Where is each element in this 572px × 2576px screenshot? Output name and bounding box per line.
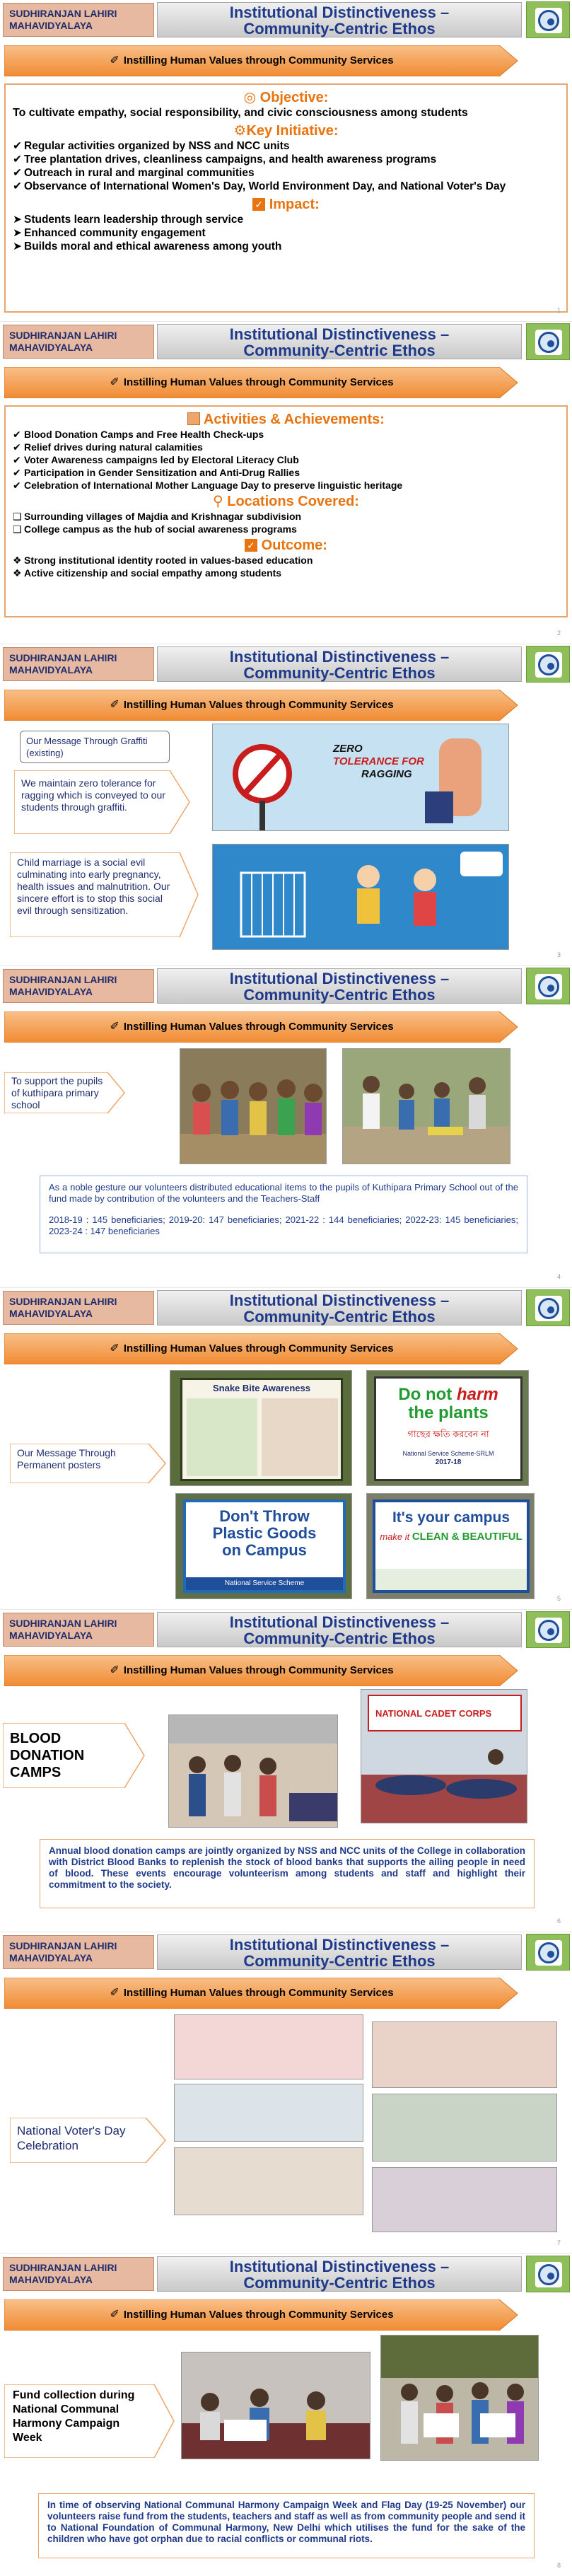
square-icon [187, 412, 200, 425]
leaf-icon: ✐ [110, 1342, 119, 1354]
callout-voters-day: National Voter's Day Celebration [10, 2118, 167, 2163]
page-number: 4 [556, 1273, 561, 1280]
poster-title: Snake Bite Awareness [212, 1383, 311, 1393]
do-not-harm-poster: Do not harm the plants গাছের ক্ষতি করবেন না National Service Scheme-SRLM 2017-18 [366, 1370, 529, 1486]
slide-header [0, 1932, 572, 1972]
leaf-icon: ✐ [110, 1986, 119, 1999]
slide-6 [0, 1610, 572, 1932]
graffiti-ragging-photo [212, 724, 509, 831]
key-initiative-heading: ⚙Key Initiative: [233, 123, 339, 139]
college-name: SUDHIRANJAN LAHIRI MAHAVIDYALAYA [3, 969, 154, 1003]
voters-day-photo-1 [174, 2014, 363, 2079]
section-banner [4, 1978, 519, 2009]
voters-day-photo-2 [372, 2021, 557, 2088]
voters-day-photo-3 [174, 2084, 363, 2142]
impact-list [13, 213, 559, 253]
pupils-photo-1 [180, 1048, 327, 1164]
content-box [4, 83, 568, 313]
key-initiative-list [13, 139, 559, 193]
section-banner [4, 2299, 519, 2331]
page-title: Institutional Distinctiveness – Community-Centric Ethos [157, 968, 522, 1004]
callout-child-marriage: Child marriage is a social evil culminating into early pregnancy, health issues and malnutrition. Our sincere effort is to stop this social evil through sensitization. [10, 852, 199, 937]
list-item: ✔ Observance of International Women's Day, World Environment Day, and National Voter's Day [13, 180, 506, 192]
banner-text: Instilling Human Values through Community Services [123, 1020, 394, 1033]
activities-list [13, 428, 559, 492]
objective-text: To cultivate empathy, social responsibility, and civic consciousness among students [13, 107, 468, 119]
college-logo-icon [526, 1611, 570, 1648]
impact-heading: ✓ Impact: [13, 196, 559, 213]
list-item: ✔ Celebration of International Mother Language Day to preserve linguistic heritage [13, 480, 403, 492]
college-logo-icon [526, 968, 570, 1004]
graffiti-text: ZERO TOLERANCE FOR RAGGING [333, 742, 424, 780]
list-item: ✔ Regular activities organized by NSS and NCC units [13, 140, 290, 152]
locations-heading: ⚲ Locations Covered: [213, 494, 359, 510]
slide-header [0, 1610, 572, 1649]
slide-7 [0, 1932, 572, 2254]
page-title: Institutional Distinctiveness – Community-Centric Ethos [157, 1934, 522, 1970]
section-banner [4, 367, 519, 398]
slide-header [0, 644, 572, 684]
college-name: SUDHIRANJAN LAHIRI MAHAVIDYALAYA [3, 3, 154, 37]
banner-text: Instilling Human Values through Community Services [123, 54, 394, 66]
callout-blood-donation: BLOOD DONATION CAMPS [3, 1723, 146, 1788]
banner-text: Instilling Human Values through Community Services [123, 1342, 394, 1354]
college-name: SUDHIRANJAN LAHIRI MAHAVIDYALAYA [3, 1935, 154, 1969]
list-item: ➤ Enhanced community engagement [13, 227, 206, 239]
leaf-icon: ✐ [110, 1664, 119, 1677]
slide-header [0, 966, 572, 1006]
list-item: ➤ Builds moral and ethical awareness among youth [13, 240, 282, 253]
list-item: ✔ Outreach in rural and marginal communities [13, 167, 255, 179]
gear-icon: ⚙ [233, 123, 247, 139]
graffiti-child-marriage-photo [212, 844, 509, 950]
plastic-goods-poster: Don't Throw Plastic Goods on Campus National Service Scheme [175, 1493, 352, 1599]
page-number: 1 [556, 307, 561, 315]
banner-text: Instilling Human Values through Community Services [123, 698, 394, 711]
communal-harmony-note: In time of observing National Communal Harmony Campaign Week and Flag Day (19-25 November) our volunteers raise fund from the students, teachers and staff as well as from community people and send it to National Foundation of Communal Harmony, New Delhi which utilises the fund for the sake of the children who have got orphan due to racial conflicts or communal riots. [38, 2493, 535, 2558]
page-number: 2 [556, 629, 561, 637]
leaf-icon: ✐ [110, 698, 119, 711]
callout-ragging: We maintain zero tolerance for ragging which is conveyed to our students through graffiti. [14, 770, 191, 834]
leaf-icon: ✐ [110, 54, 119, 66]
callout-fund-collection: Fund collection during National Communal Harmony Campaign Week [4, 2384, 175, 2458]
list-item: ❖ Active citizenship and social empathy among students [13, 567, 282, 579]
page-number: 6 [556, 1917, 561, 1925]
voters-day-photo-4 [372, 2094, 557, 2162]
section-banner [4, 690, 519, 721]
page-title: Institutional Distinctiveness – Community-Centric Ethos [157, 324, 522, 359]
slide-header [0, 322, 572, 361]
slide-8 [0, 2254, 572, 2576]
callout-kuthipara: To support the pupils of kuthipara primary school [4, 1072, 126, 1113]
list-item: ❖ Strong institutional identity rooted in values-based education [13, 555, 313, 567]
section-banner [4, 1655, 519, 1686]
page-title: Institutional Distinctiveness – Community-Centric Ethos [157, 1612, 522, 1647]
college-logo-icon [526, 646, 570, 683]
pin-icon: ⚲ [213, 494, 223, 510]
leaf-icon: ✐ [110, 2308, 119, 2321]
snake-bite-poster [170, 1370, 352, 1486]
kuthipara-note: As a noble gesture our volunteers distributed educational items to the pupils of Kuthipara Primary School out of the fund made by contribution of the volunteers and the Teachers-Staff 2018-19 : 145 beneficiaries; 2019-20: 147 beneficiaries; 2021-22 : 144 beneficiaries; 2022-23: 145 beneficiaries; 2023-24 : 147 beneficiaries [40, 1176, 527, 1253]
section-banner [4, 1011, 519, 1043]
blood-camp-photo-2 [361, 1689, 527, 1823]
college-name: SUDHIRANJAN LAHIRI MAHAVIDYALAYA [3, 647, 154, 681]
outcome-list [13, 554, 559, 579]
college-name: SUDHIRANJAN LAHIRI MAHAVIDYALAYA [3, 325, 154, 359]
voters-day-photo-6 [372, 2167, 557, 2232]
pupils-photo-2 [342, 1048, 510, 1164]
slide-header [0, 2254, 572, 2294]
page-number: 7 [556, 2239, 561, 2246]
college-logo-icon [526, 2256, 570, 2292]
list-item: ✔ Tree plantation drives, cleanliness campaigns, and health awareness programs [13, 153, 437, 166]
college-logo-icon [526, 323, 570, 360]
page-title: Institutional Distinctiveness – Community-Centric Ethos [157, 2256, 522, 2292]
ncc-banner-text: NATIONAL CADET CORPS [375, 1708, 492, 1719]
activities-heading: Activities & Achievements: [13, 411, 559, 428]
page-number: 8 [556, 2562, 561, 2569]
fund-collection-photo-2 [380, 2335, 539, 2461]
college-logo-icon [526, 1, 570, 38]
slide-3 [0, 644, 572, 966]
page-title: Institutional Distinctiveness – Community-Centric Ethos [157, 1290, 522, 1325]
banner-text: Instilling Human Values through Community Services [123, 1664, 394, 1677]
college-name: SUDHIRANJAN LAHIRI MAHAVIDYALAYA [3, 1291, 154, 1325]
college-logo-icon [526, 1289, 570, 1326]
banner-text: Instilling Human Values through Community Services [123, 2308, 394, 2321]
list-item: ✔ Voter Awareness campaigns led by Electoral Literacy Club [13, 454, 299, 466]
slide-1 [0, 0, 572, 322]
banner-text: Instilling Human Values through Community Services [123, 1986, 394, 1999]
checkbox-icon: ✓ [245, 539, 257, 552]
section-banner [4, 45, 519, 76]
slide-4 [0, 966, 572, 1288]
banner-text: Instilling Human Values through Community Services [123, 376, 394, 389]
leaf-icon: ✐ [110, 1020, 119, 1033]
voters-day-photo-5 [174, 2147, 363, 2215]
college-name: SUDHIRANJAN LAHIRI MAHAVIDYALAYA [3, 2257, 154, 2291]
slide-header [0, 1288, 572, 1328]
page-number: 3 [556, 951, 561, 958]
objective-heading: ◎ Objective: [243, 90, 329, 105]
checkbox-icon: ✓ [252, 198, 265, 211]
locations-list [13, 510, 559, 535]
page-number: 5 [556, 1595, 561, 1603]
blood-donation-note: Annual blood donation camps are jointly organized by NSS and NCC units of the College in collaboration with District Blood Banks to replenish the stock of blood banks that supports the ailing people in need of blood. These events encourage volunteerism among students and staff and highlight their commitment to the society. [40, 1839, 535, 1908]
slide-5 [0, 1288, 572, 1610]
clean-campus-poster: It's your campus make it CLEAN & BEAUTIFUL [366, 1493, 535, 1599]
list-item: ❑ College campus as the hub of social awareness programs [13, 523, 297, 535]
leaf-icon: ✐ [110, 376, 119, 389]
list-item: ✔ Blood Donation Camps and Free Health Check-ups [13, 429, 264, 441]
college-name: SUDHIRANJAN LAHIRI MAHAVIDYALAYA [3, 1613, 154, 1647]
content-box [4, 405, 568, 617]
page-title: Institutional Distinctiveness – Community-Centric Ethos [157, 646, 522, 682]
outcome-heading: ✓ Outcome: [13, 537, 559, 554]
message-label: Our Message Through Graffiti (existing) [20, 731, 170, 763]
target-icon: ◎ [243, 90, 257, 105]
slide-header [0, 0, 572, 40]
section-banner [4, 1333, 519, 1364]
page-title: Institutional Distinctiveness – Community-Centric Ethos [157, 2, 522, 37]
college-logo-icon [526, 1934, 570, 1971]
blood-camp-photo-1 [168, 1715, 338, 1828]
list-item: ✔ Relief drives during natural calamities [13, 441, 203, 453]
list-item: ❑ Surrounding villages of Majdia and Krishnagar subdivision [13, 511, 302, 523]
callout-posters: Our Message Through Permanent posters [10, 1444, 167, 1483]
list-item: ✔ Participation in Gender Sensitization and Anti-Drug Rallies [13, 467, 300, 479]
list-item: ➤ Students learn leadership through service [13, 214, 244, 226]
slide-2 [0, 322, 572, 644]
fund-collection-photo-1 [181, 2352, 370, 2459]
